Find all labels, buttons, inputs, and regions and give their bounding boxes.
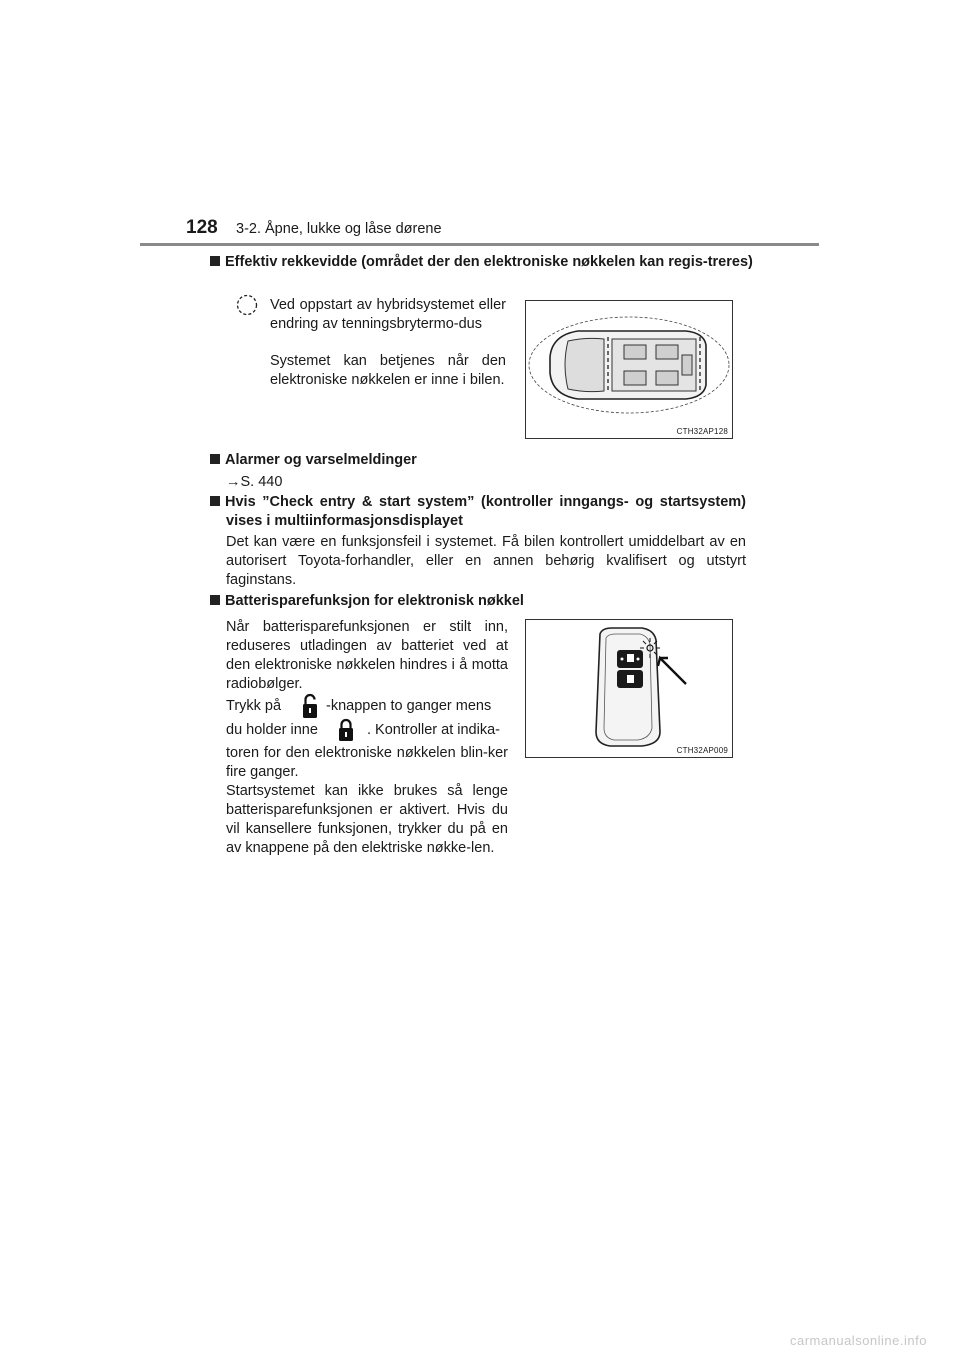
dashed-circle-icon: [236, 294, 258, 316]
heading-battery-save: Batterisparefunksjon for elektronisk nøkkel: [210, 592, 754, 611]
car-top-view-illustration: [526, 301, 732, 438]
figure-code: CTH32AP128: [676, 427, 728, 436]
hold-after: . Kontroller at indika-: [367, 722, 500, 738]
press-before: Trykk på: [226, 698, 282, 714]
range-text-1: Ved oppstart av hybridsystemet eller endring av tenningsbrytermo-dus: [270, 297, 506, 332]
bullet-square-icon: [210, 256, 220, 266]
hold-before: du holder inne: [226, 722, 318, 738]
footer-watermark: carmanualsonline.info: [790, 1333, 927, 1348]
figure-electronic-key: [525, 619, 733, 758]
battery-save-text-3: Startsystemet kan ikke brukes så lenge batterisparefunksjonen er aktivert. Hvis du vil kansellere funksjonen, trykker du på en av knappene på den elektriske nøkke-len.: [226, 783, 508, 856]
heading-alarms: Alarmer og varselmeldinger: [210, 451, 754, 470]
bullet-square-icon: [210, 454, 220, 464]
figure-car-range: [525, 300, 733, 439]
check-system-text: Det kan være en funksjonsfeil i systemet. Få bilen kontrollert umiddelbart av en autorisert Toyota-forhandler, eller en annen behørig kvalifisert og utstyrt faginstans.: [226, 534, 746, 588]
press-after: -knappen to ganger mens: [326, 698, 492, 714]
alarms-reference: →S. 440: [226, 474, 283, 490]
range-text-2: Systemet kan betjenes når den elektroniske nøkkelen er inne i bilen.: [270, 353, 506, 388]
heading-range: Effektiv rekkevidde (området der den elektroniske nøkkelen kan regis-treres): [210, 253, 754, 272]
electronic-key-illustration: [526, 620, 732, 757]
running-head: 3-2. Åpne, lukke og låse dørene: [236, 221, 442, 237]
bullet-square-icon: [210, 496, 220, 506]
page-number: 128: [186, 217, 218, 238]
unlock-icon: [302, 693, 318, 719]
heading-check-system: Hvis ”Check entry & start system” (kontroller inngangs- og startsystem) vises i multiinformasjonsdisplayet: [210, 493, 746, 531]
bullet-square-icon: [210, 595, 220, 605]
header-rule: [140, 243, 819, 246]
figure-code: CTH32AP009: [676, 746, 728, 755]
lock-icon: [338, 718, 354, 742]
battery-save-text-2: toren for den elektroniske nøkkelen blin-ker fire ganger.: [226, 745, 508, 780]
battery-save-text-1: Når batterisparefunksjonen er stilt inn, reduseres utladingen av batteriet ved at den elektroniske nøkkelen hindres i å motta radiobølger.: [226, 619, 508, 692]
